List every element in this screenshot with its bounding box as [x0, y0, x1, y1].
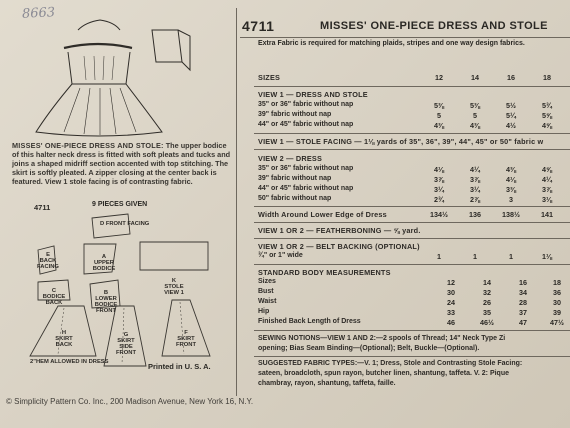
yardage-row-label: 39" fabric without nap [258, 111, 332, 118]
rule [254, 238, 570, 239]
width-row-label: Width Around Lower Edge of Dress [258, 210, 387, 219]
printed-note: Printed in U. S. A. [148, 362, 211, 371]
yardage-row-label: 44" or 45" fabric without nap [258, 185, 354, 192]
measurement-value: 35 [483, 308, 491, 317]
piece-label-stole: K STOLE VIEW 1 [164, 278, 184, 297]
rule [254, 264, 570, 265]
dress-front-illustration [36, 20, 162, 136]
piece-label-lower-bodice-front: B LOWER BODICE FRONT [94, 290, 118, 315]
yardage-row-label: 44" or 45" fabric without nap [258, 121, 354, 128]
measurement-value: 37 [519, 308, 527, 317]
measurement-label: Bust [258, 288, 274, 295]
piece-label-skirt-side-front: G SKIRT SIDE FRONT [116, 332, 136, 357]
width-value: 134½ [430, 210, 448, 219]
measurement-value: 24 [447, 298, 455, 307]
pattern-title: MISSES' ONE-PIECE DRESS AND STOLE [320, 20, 548, 32]
yardage-value: 3⅞ [542, 185, 552, 194]
yardage-value: 2¾ [434, 195, 444, 204]
yardage-row-label: 35" or 36" fabric without nap [258, 165, 354, 172]
yardage-value: 4¼ [470, 165, 480, 174]
description-lead: MISSES' ONE-PIECE DRESS AND STOLE: [12, 141, 164, 150]
yardage-row-label: 35" or 36" fabric without nap [258, 101, 354, 108]
notions-line-2: opening; Bias Seam Binding—(Optional); Belt, Buckle—(Optional). [258, 345, 480, 352]
belt-backing-label: ¾" or 1" wide [258, 252, 303, 259]
belt-value: 1 [437, 252, 441, 261]
yardage-value: 3⅞ [434, 175, 444, 184]
width-value: 141 [541, 210, 553, 219]
size-col-12: 12 [435, 73, 443, 82]
measurement-value: 28 [519, 298, 527, 307]
piece-label-skirt-front: F SKIRT FRONT [176, 330, 196, 349]
pattern-description [12, 141, 234, 186]
belt-backing-heading: VIEW 1 OR 2 — BELT BACKING (OPTIONAL) [258, 242, 420, 251]
measurement-label: Sizes [258, 278, 276, 285]
yardage-value: 3 [509, 195, 513, 204]
rule [254, 86, 570, 87]
measurement-value: 14 [483, 278, 491, 287]
yardage-value: 4¼ [542, 175, 552, 184]
rule [254, 149, 570, 150]
rule [254, 330, 570, 331]
width-value: 136 [469, 210, 481, 219]
description-body: The upper bodice of this halter neck dress is fitted with soft pleats and tucks and joins a shaped midriff section accented with top stitching. The skirt is softly pleated. A zipper closing at the center back is featured. View 1 stole facing is of contrasting fabric. [12, 141, 231, 187]
measurement-label: Waist [258, 298, 277, 305]
yardage-value: 4⅝ [542, 121, 552, 130]
notions-line-1: SEWING NOTIONS—VIEW 1 AND 2:—2 spools of Thread; 14" Neck Type Zi [258, 335, 506, 342]
yardage-value: 5¾ [542, 101, 552, 110]
yardage-value: 4⅜ [506, 165, 516, 174]
measurement-value: 39 [553, 308, 561, 317]
yardage-value: 5⅜ [470, 101, 480, 110]
pieces-given: 9 PIECES GIVEN [92, 201, 148, 208]
belt-value: 1⅛ [542, 252, 552, 261]
measurement-value: 47 [519, 318, 527, 327]
pattern-number-small: 4711 [34, 203, 51, 212]
yardage-value: 3¼ [434, 185, 444, 194]
yardage-value: 3¼ [470, 185, 480, 194]
measurement-value: 34 [519, 288, 527, 297]
stamp-number: 8663 [21, 5, 56, 22]
measurement-value: 26 [483, 298, 491, 307]
piece-label-back-facing: E BACK FACING [37, 252, 59, 271]
measurement-value: 30 [553, 298, 561, 307]
yardage-value: 3⅞ [470, 175, 480, 184]
view1-dress-heading: VIEW 1 — DRESS AND STOLE [258, 90, 368, 99]
copyright-line: © Simplicity Pattern Co. Inc., 200 Madison Avenue, New York 16, N.Y. [6, 397, 254, 406]
pattern-number: 4711 [242, 18, 275, 34]
sizes-label: SIZES [258, 73, 281, 82]
yardage-value: 5 [437, 111, 441, 120]
measurement-value: 30 [447, 288, 455, 297]
view1-stole-facing: VIEW 1 — STOLE FACING — 1⅛ yards of 35", 36", 39", 44", 45" or 50" fabric w [258, 137, 544, 146]
hem-note: 2"HEM ALLOWED IN DRESS [30, 359, 109, 365]
featherboning-line: VIEW 1 OR 2 — FEATHERBONING — ⅝ yard. [258, 226, 421, 235]
measurement-value: 36 [553, 288, 561, 297]
header-rule [240, 37, 570, 38]
column-divider [236, 8, 237, 396]
measurement-value: 47½ [550, 318, 564, 327]
piece-label-skirt-back: H SKIRT BACK [55, 330, 73, 349]
belt-value: 1 [509, 252, 513, 261]
yardage-value: 4⅜ [470, 121, 480, 130]
measurements-heading: STANDARD BODY MEASUREMENTS [258, 268, 391, 277]
yardage-value: 5¼ [506, 111, 516, 120]
yardage-row-label: 50" fabric without nap [258, 195, 332, 202]
piece-label-upper-bodice: A UPPER BODICE [92, 254, 116, 273]
measurement-value: 46½ [480, 318, 494, 327]
rule [254, 222, 570, 223]
measurement-value: 33 [447, 308, 455, 317]
yardage-value: 5⅜ [434, 101, 444, 110]
measurement-value: 16 [519, 278, 527, 287]
yardage-value: 3⅜ [506, 185, 516, 194]
yardage-value: 5½ [506, 101, 516, 110]
view2-dress-heading: VIEW 2 — DRESS [258, 154, 323, 163]
yardage-value: 5⅝ [542, 111, 552, 120]
fabrics-line-3: chambray, rayon, shantung, taffeta, faille. [258, 380, 396, 387]
yardage-row-label: 39" fabric without nap [258, 175, 332, 182]
measurement-value: 46 [447, 318, 455, 327]
yardage-value: 4⅛ [506, 175, 516, 184]
fabrics-line-2: sateen, broadcloth, spun rayon, butcher linen, shantung, taffeta. V. 2: Pique [258, 370, 510, 377]
width-value: 138½ [502, 210, 520, 219]
measurement-value: 12 [447, 278, 455, 287]
extra-fabric-note: Extra Fabric is required for matching plaids, stripes and one way design fabrics. [258, 40, 525, 47]
size-col-14: 14 [471, 73, 479, 82]
yardage-value: 3⅛ [542, 195, 552, 204]
rule [254, 206, 570, 207]
measurement-value: 32 [483, 288, 491, 297]
rule [254, 356, 570, 357]
yardage-value: 5 [473, 111, 477, 120]
size-col-16: 16 [507, 73, 515, 82]
piece-label-front-facing: D FRONT FACING [100, 221, 150, 228]
yardage-value: 2⅞ [470, 195, 480, 204]
yardage-value: 4½ [506, 121, 516, 130]
fabrics-line-1: SUGGESTED FABRIC TYPES:—V. 1; Dress, Stole and Contrasting Stole Facing: [258, 360, 523, 367]
yardage-value: 4⅜ [434, 121, 444, 130]
belt-value: 1 [473, 252, 477, 261]
piece-label-bodice-back: C BODICE BACK [42, 288, 66, 307]
rule [254, 133, 570, 134]
measurement-label: Hip [258, 308, 270, 315]
yardage-value: 4⅝ [542, 165, 552, 174]
size-col-18: 18 [543, 73, 551, 82]
stole-illustration [152, 30, 190, 70]
piece-stole [140, 242, 208, 270]
measurement-label: Finished Back Length of Dress [258, 318, 361, 325]
yardage-value: 4⅛ [434, 165, 444, 174]
measurement-value: 18 [553, 278, 561, 287]
